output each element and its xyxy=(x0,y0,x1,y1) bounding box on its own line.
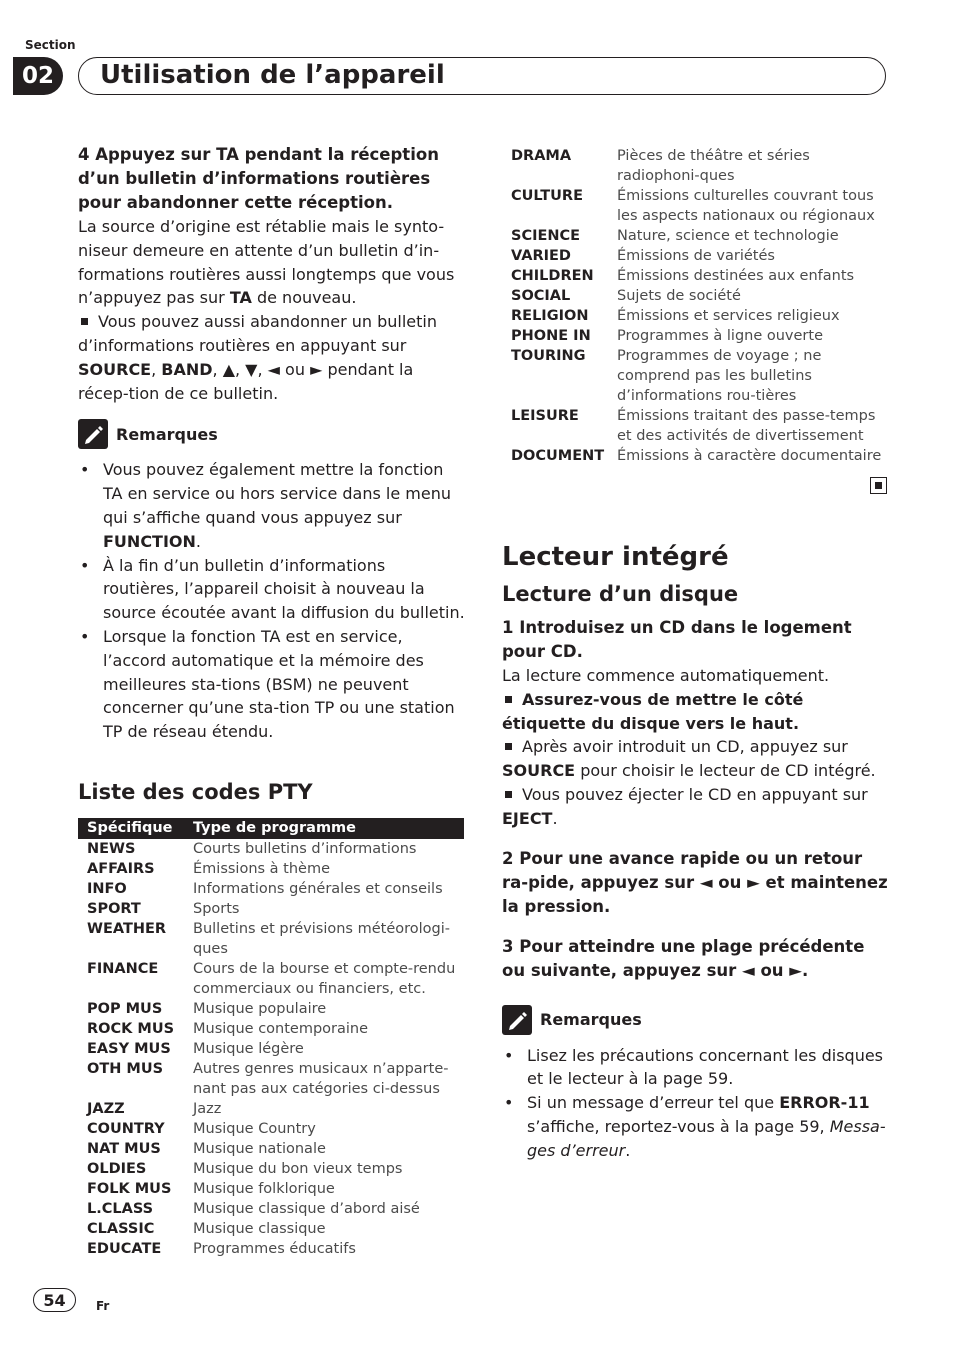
bullet-text: Après avoir introduit un CD, appuyez sur xyxy=(522,737,848,757)
separator: , xyxy=(151,359,162,379)
language-label: Fr xyxy=(96,1299,110,1313)
pty-code: RELIGION xyxy=(511,308,589,324)
page-number: 54 xyxy=(33,1288,76,1312)
pty-description: Musique légère xyxy=(193,1040,304,1057)
bullet-text-end: pour choisir le lecteur de CD intégré. xyxy=(575,761,876,781)
pty-code: FOLK MUS xyxy=(87,1180,172,1197)
step-1-title: 1 Introduisez un CD dans le logement pour CD. xyxy=(502,618,852,661)
table-row xyxy=(78,859,464,879)
pty-table-right xyxy=(510,146,882,466)
remarks-heading xyxy=(502,1005,892,1035)
pty-code: OLDIES xyxy=(87,1160,147,1177)
pty-code: VARIED xyxy=(511,248,571,264)
step-3-title: 3 Pour atteindre une plage précédente ou suivante, appuyez sur ◄ ou ►. xyxy=(502,936,865,980)
remark-text: Lisez les précautions concernant les disques et le lecteur à la page 59. xyxy=(527,1045,884,1089)
pty-code: L.CLASS xyxy=(87,1200,154,1217)
pty-code: POP MUS xyxy=(87,1000,163,1017)
pty-description: Sports xyxy=(193,900,240,917)
square-bullet-icon xyxy=(505,791,512,798)
step-1-bullet-3 xyxy=(502,783,892,831)
pty-description: Programmes éducatifs xyxy=(193,1240,356,1257)
square-bullet-icon xyxy=(505,743,512,750)
remark-text: Si un message d’erreur tel que xyxy=(527,1093,780,1113)
square-bullet-icon xyxy=(505,696,512,703)
table-row xyxy=(510,306,882,326)
remark-text: À la fin d’un bulletin d’informations routières, l’appareil choisit à nouveau la source écoutée avant la diffusion du bulletin. xyxy=(103,555,465,623)
step-2-title: 2 Pour une avance rapide ou un retour ra-pide, appuyez sur ◄ ou ► et maintenez la pression. xyxy=(502,848,888,916)
remark-item xyxy=(78,458,466,553)
pty-code: NAT MUS xyxy=(87,1140,161,1157)
remark-text: Lorsque la fonction TA est en service, l’accord automatique et la mémoire des meilleures sta-tions (BSM) ne peuvent concerner qu’une sta-tion TP ou une station TP de réseau étendu. xyxy=(103,626,455,742)
right-column xyxy=(510,146,890,466)
pty-code: AFFAIRS xyxy=(87,860,155,877)
pty-description: Programmes de voyage ; ne comprend pas les bulletins d’informations rou-tières xyxy=(617,348,822,404)
table-row xyxy=(78,1199,464,1219)
end-mark-icon xyxy=(870,477,887,494)
square-bullet-icon xyxy=(81,318,88,325)
lecteur-heading: Lecteur intégré xyxy=(502,542,729,572)
section-number: 02 xyxy=(13,57,63,95)
pty-description: Émissions de variétés xyxy=(617,248,775,264)
pty-description: Autres genres musicaux n’apparte-nant pas aux catégories ci-dessus xyxy=(193,1060,449,1097)
pty-description: Informations générales et conseils xyxy=(193,880,443,897)
pty-description: Émissions destinées aux enfants xyxy=(617,268,855,284)
pty-code: WEATHER xyxy=(87,920,167,937)
table-row xyxy=(78,1039,464,1059)
pty-description: Sujets de société xyxy=(617,288,741,304)
remark-item xyxy=(502,1044,892,1092)
pty-code: TOURING xyxy=(511,348,586,364)
remark-item xyxy=(502,1091,892,1162)
ta-key: TA xyxy=(229,288,252,308)
table-row xyxy=(78,959,464,999)
pty-code: NEWS xyxy=(87,840,136,857)
function-key: FUNCTION xyxy=(103,531,196,551)
pty-description: Musique contemporaine xyxy=(193,1020,369,1037)
pty-code: EDUCATE xyxy=(87,1240,162,1257)
pty-description: Musique folklorique xyxy=(193,1180,335,1197)
table-row xyxy=(78,1059,464,1099)
step-4-body-end: de nouveau. xyxy=(251,288,357,308)
table-row xyxy=(78,1019,464,1039)
step-1-bullet-1 xyxy=(502,688,892,736)
source-key: SOURCE xyxy=(502,761,576,781)
pty-description: Musique classique d’abord aisé xyxy=(193,1200,420,1217)
table-row xyxy=(78,899,464,919)
remark-item xyxy=(78,625,466,744)
column-header-type: Type de programme xyxy=(193,819,357,836)
step-4-bullet xyxy=(78,310,466,405)
pty-code: SCIENCE xyxy=(511,228,581,244)
pty-description: Courts bulletins d’informations xyxy=(193,840,417,857)
step-4-title: 4 Appuyez sur TA pendant la réception d’un bulletin d’informations routières pour abandonner cette réception. xyxy=(78,145,439,212)
table-row xyxy=(78,839,464,859)
bullet-text-end: . xyxy=(552,808,558,828)
pty-code: EASY MUS xyxy=(87,1040,171,1057)
table-row xyxy=(78,919,464,959)
remark-text: s’affiche, reportez-vous à la page 59, xyxy=(527,1116,830,1136)
remarks-title: Remarques xyxy=(116,424,218,444)
pty-description: Émissions culturelles couvrant tous les aspects nationaux ou régionaux xyxy=(617,188,875,224)
pty-code: CULTURE xyxy=(511,188,583,204)
pty-description: Musique du bon vieux temps xyxy=(193,1160,403,1177)
pty-description: Musique Country xyxy=(193,1120,316,1137)
pty-description: Pièces de théâtre et séries radiophoni-ques xyxy=(617,148,810,184)
table-row xyxy=(510,406,882,446)
table-row xyxy=(78,1219,464,1239)
table-row xyxy=(510,286,882,306)
bullet-text-end: , ▲, ▼, ◄ ou ► pendant la récep-tion de ce bulletin. xyxy=(78,359,414,403)
pty-description: Émissions et services religieux xyxy=(617,308,840,324)
pencil-note-icon xyxy=(502,1005,532,1035)
table-header-row xyxy=(78,818,464,839)
pty-code: INFO xyxy=(87,880,127,897)
pty-description: Jazz xyxy=(193,1100,222,1117)
remark-item xyxy=(78,554,466,625)
remarks-list xyxy=(502,1044,892,1163)
pty-code: FINANCE xyxy=(87,960,159,977)
table-row xyxy=(78,1159,464,1179)
table-row xyxy=(510,266,882,286)
table-row xyxy=(510,346,882,406)
table-row xyxy=(78,999,464,1019)
band-key: BAND xyxy=(161,359,213,379)
column-header-code: Spécifique xyxy=(87,819,173,836)
table-row xyxy=(510,326,882,346)
eject-key: EJECT xyxy=(502,808,553,828)
pty-table-left xyxy=(78,818,464,1259)
table-row xyxy=(510,446,882,466)
table-row xyxy=(510,246,882,266)
pty-description: Émissions à caractère documentaire xyxy=(617,448,882,464)
table-row xyxy=(78,1139,464,1159)
remark-text-end: . xyxy=(195,531,202,551)
step-1-bullet-2 xyxy=(502,735,892,783)
pty-description: Cours de la bourse et compte-rendu commerciaux ou financiers, etc. xyxy=(193,960,456,997)
remarks-title: Remarques xyxy=(540,1010,642,1030)
remarks-list xyxy=(78,458,466,744)
pty-code: LEISURE xyxy=(511,408,579,424)
pty-code: CLASSIC xyxy=(87,1220,155,1237)
pty-heading: Liste des codes PTY xyxy=(78,779,313,804)
error-code: ERROR-11 xyxy=(779,1093,870,1113)
step-4-body xyxy=(78,215,466,310)
table-row xyxy=(510,146,882,186)
pty-description: Émissions à thème xyxy=(193,860,331,877)
section-title: Utilisation de l’appareil xyxy=(100,60,445,90)
pty-code: PHONE IN xyxy=(511,328,591,344)
pty-code: OTH MUS xyxy=(87,1060,164,1077)
remarks-heading xyxy=(78,419,466,449)
bullet-text: Vous pouvez éjecter le CD en appuyant sur xyxy=(522,784,868,804)
pty-code: DOCUMENT xyxy=(511,448,605,464)
pty-description: Émissions traitant des passe-temps et des activités de divertissement xyxy=(617,408,876,444)
remark-text: Vous pouvez également mettre la fonction TA en service ou hors service dans le menu qui s’affiche quand vous appuyez sur xyxy=(103,460,451,527)
table-row xyxy=(78,1239,464,1259)
pty-code: ROCK MUS xyxy=(87,1020,175,1037)
pencil-note-icon xyxy=(78,419,108,449)
pty-description: Musique populaire xyxy=(193,1000,327,1017)
table-row xyxy=(78,1099,464,1119)
table-row xyxy=(78,1119,464,1139)
lecteur-section xyxy=(502,542,892,1163)
table-row xyxy=(510,226,882,246)
source-key: SOURCE xyxy=(78,359,152,379)
table-row xyxy=(510,186,882,226)
table-row xyxy=(78,1179,464,1199)
pty-description: Musique classique xyxy=(193,1220,326,1237)
step-1-body: La lecture commence automatiquement. xyxy=(502,666,830,685)
cross-reference: Messa-ges d’erreur xyxy=(527,1116,886,1160)
pty-code: SOCIAL xyxy=(511,288,571,304)
pty-description: Bulletins et prévisions météorologi-ques xyxy=(193,920,450,957)
section-label: Section xyxy=(25,38,76,52)
pty-code: SPORT xyxy=(87,900,141,917)
lecture-heading: Lecture d’un disque xyxy=(502,582,739,606)
pty-description: Programmes à ligne ouverte xyxy=(617,328,823,344)
bullet-text: Vous pouvez aussi abandonner un bulletin d’informations routières en appuyant sur xyxy=(78,312,437,355)
table-row xyxy=(78,879,464,899)
pty-description: Musique nationale xyxy=(193,1140,326,1157)
pty-code: COUNTRY xyxy=(87,1120,165,1137)
pty-code: JAZZ xyxy=(87,1100,125,1117)
bullet-text: Assurez-vous de mettre le côté étiquette du disque vers le haut. xyxy=(502,689,804,733)
left-column xyxy=(78,143,466,1259)
pty-code: CHILDREN xyxy=(511,268,594,284)
pty-description: Nature, science et technologie xyxy=(617,228,839,244)
remark-text-end: . xyxy=(625,1140,631,1160)
step-4-body-text: La source d’origine est rétablie mais le synto-niseur demeure en attente d’un bulletin d’in-formations routières aussi longtemps que vous n’appuyez pas sur xyxy=(78,217,455,308)
pty-code: DRAMA xyxy=(511,148,572,164)
